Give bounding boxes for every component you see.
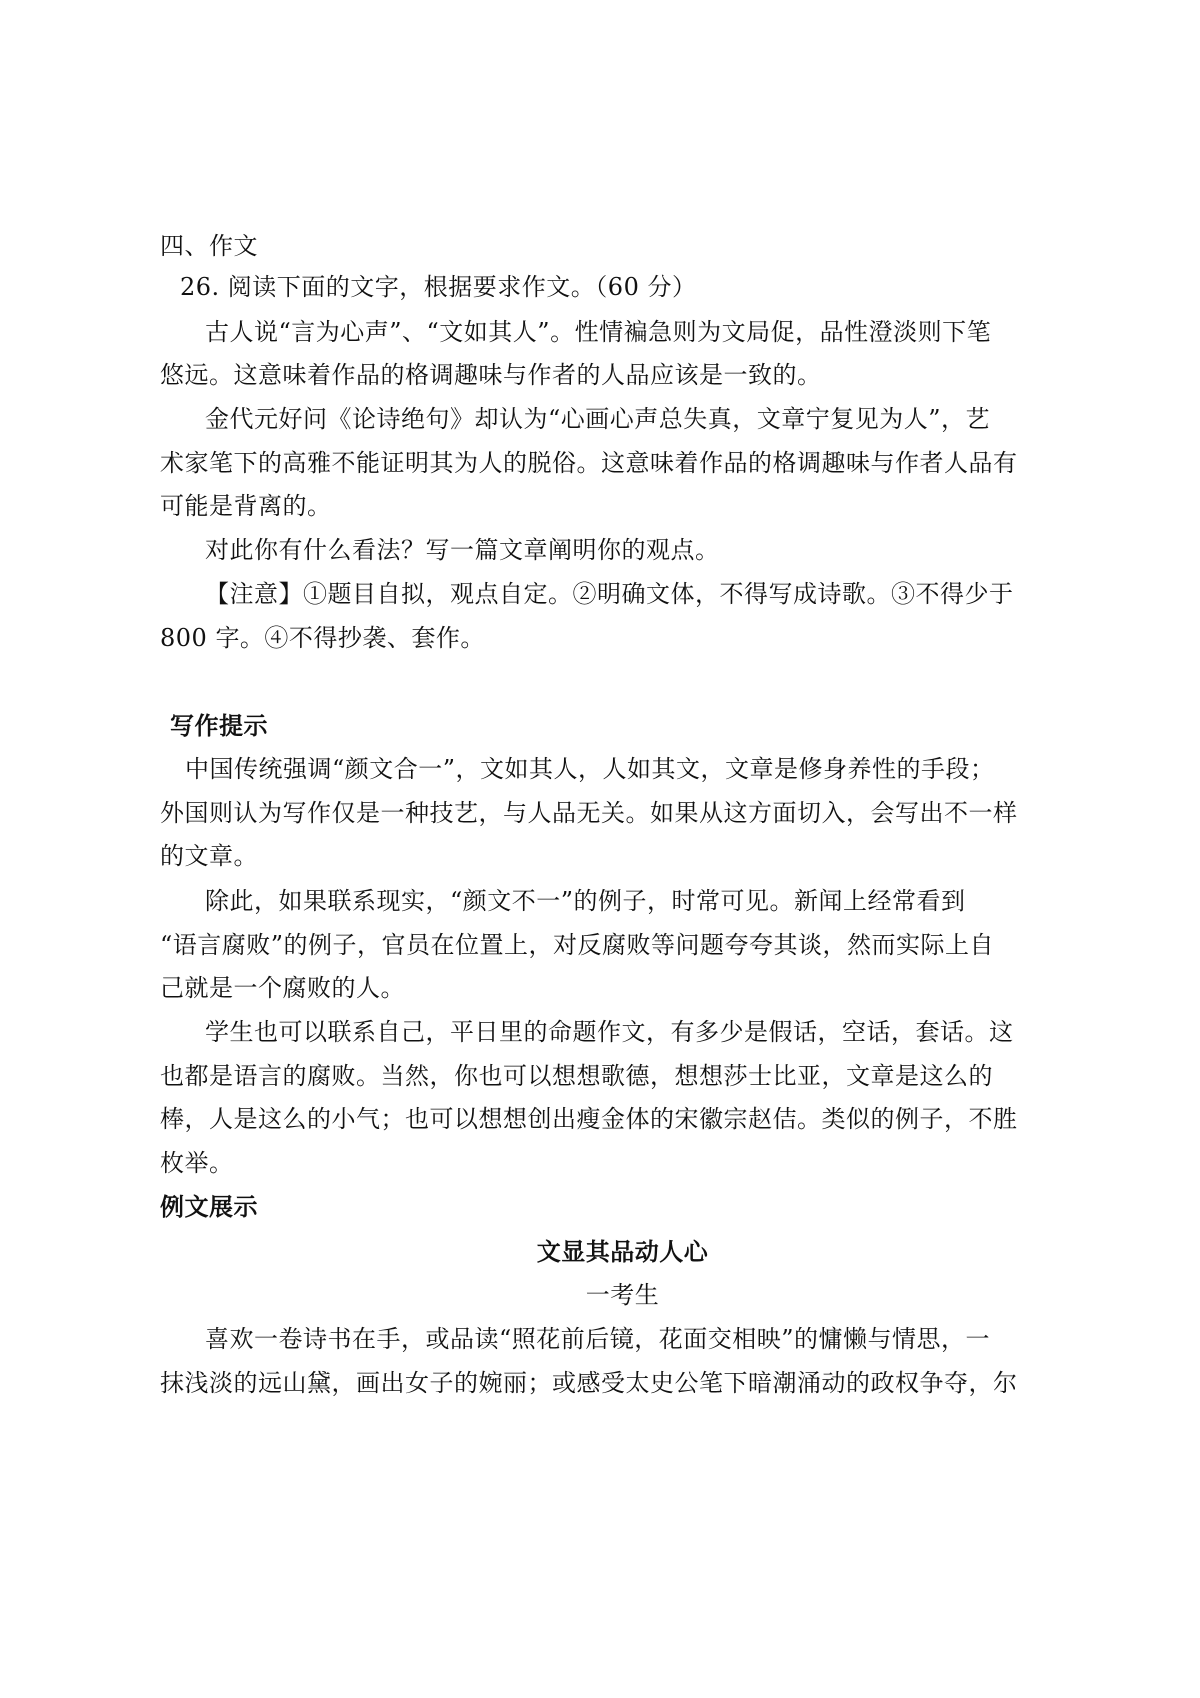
tips-paragraph-2-line-3: 己就是一个腐败的人。 — [160, 974, 405, 1002]
tips-paragraph-3-line-3: 棒，人是这么的小气；也可以想想创出瘦金体的宋徽宗赵佶。类似的例子，不胜 — [160, 1105, 1018, 1133]
question-text: 26. 阅读下面的文字，根据要求作文。（60 分） — [180, 273, 697, 301]
tips-paragraph-1-line-1: 中国传统强调“颜文合一”，文如其人，人如其文，文章是修身养性的手段； — [185, 755, 995, 783]
tips-paragraph-3-line-2: 也都是语言的腐败。当然，你也可以想想歌德，想想莎士比亚，文章是这么的 — [160, 1062, 993, 1090]
notice-line-1: 【注意】①题目自拟，观点自定。②明确文体，不得写成诗歌。③不得少于 — [205, 580, 1014, 608]
sample-essay-heading: 例文展示 — [160, 1193, 258, 1221]
notice-line-2: 800 字。④不得抄袭、套作。 — [160, 624, 485, 652]
section-heading: 四、作文 — [160, 232, 258, 260]
essay-paragraph-1-line-2: 抹浅淡的远山黛，画出女子的婉丽；或感受太史公笔下暗潮涌动的政权争夺，尔 — [160, 1369, 1018, 1397]
prompt-paragraph-1-line-1: 古人说“言为心声”、“文如其人”。性情褊急则为文局促，品性澄淡则下笔 — [205, 318, 992, 346]
prompt-paragraph-1-line-2: 悠远。这意味着作品的格调趣味与作者的人品应该是一致的。 — [160, 361, 822, 389]
prompt-paragraph-3-line-1: 对此你有什么看法？写一篇文章阐明你的观点。 — [205, 536, 720, 564]
tips-paragraph-3-line-4: 枚举。 — [160, 1149, 234, 1177]
prompt-paragraph-2-line-3: 可能是背离的。 — [160, 492, 332, 520]
essay-paragraph-1-line-1: 喜欢一卷诗书在手，或品读“照花前后镜，花面交相映”的慵懒与情思，一 — [205, 1325, 991, 1353]
tips-paragraph-3-line-1: 学生也可以联系自己，平日里的命题作文，有多少是假话，空话，套话。这 — [205, 1018, 1014, 1046]
prompt-paragraph-2-line-1: 金代元好问《论诗绝句》却认为“心画心声总失真，文章宁复见为人”，艺 — [205, 405, 991, 433]
tips-paragraph-1-line-2: 外国则认为写作仅是一种技艺，与人品无关。如果从这方面切入，会写出不一样 — [160, 799, 1018, 827]
prompt-paragraph-2-line-2: 术家笔下的高雅不能证明其为人的脱俗。这意味着作品的格调趣味与作者人品有 — [160, 449, 1018, 477]
essay-title: 文显其品动人心 — [536, 1238, 709, 1266]
tips-paragraph-2-line-2: “语言腐败”的例子，官员在位置上，对反腐败等问题夸夸其谈，然而实际上自 — [160, 931, 995, 959]
essay-author: 一考生 — [585, 1281, 660, 1309]
tips-paragraph-2-line-1: 除此，如果联系现实，“颜文不一”的例子，时常可见。新闻上经常看到 — [205, 887, 966, 915]
writing-tips-heading: 写作提示 — [170, 712, 268, 740]
tips-paragraph-1-line-3: 的文章。 — [160, 842, 258, 870]
